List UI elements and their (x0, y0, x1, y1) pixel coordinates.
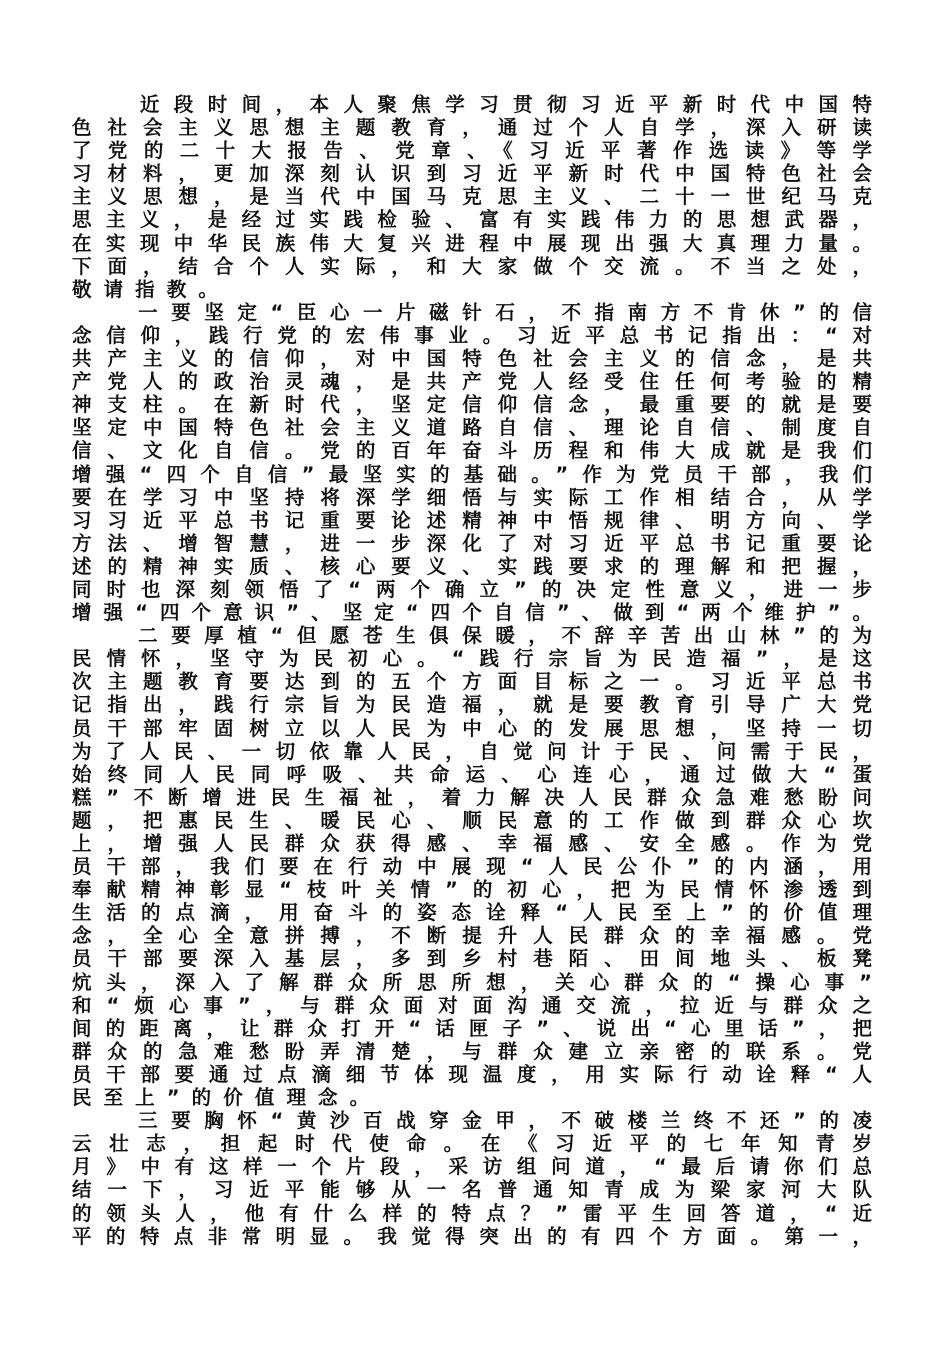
text-line: 色社会主义思想主题教育，通过个人自学，深入研读 (72, 116, 872, 140)
text-line: 在实现中华民族伟大复兴进程中展现出强大真理力量。 (72, 231, 872, 255)
text-line: 神支柱。在新时代，坚定信仰信念，最重要的就是要 (72, 393, 872, 417)
text-line: 生活的点滴，用奋斗的姿态诠释“人民至上”的价值理 (72, 901, 872, 925)
text-line: 增强“四个自信”最坚实的基础。”作为党员干部，我们 (72, 462, 872, 486)
text-line: 民情怀，坚守为民初心。“践行宗旨为民造福”，是这 (72, 647, 872, 671)
text-line: 习习近平总书记重要论述精神中悟规律、明方向、学 (72, 508, 872, 532)
document-body (72, 93, 872, 1248)
text-line: 次主题教育要达到的五个方面目标之一。习近平总书 (72, 670, 872, 694)
text-line: 题，把惠民生、暖民心、顺民意的工作做到群众心坎 (72, 808, 872, 832)
text-line: 下面，结合个人实际，和大家做个交流。不当之处， (72, 254, 872, 278)
text-line: 习材料，更加深刻认识到习近平新时代中国特色社会 (72, 162, 872, 186)
text-line: 共产主义的信仰，对中国特色社会主义的信念，是共 (72, 347, 872, 371)
text-line: 了党的二十大报告、党章、《习近平著作选读》等学 (72, 139, 872, 163)
text-line: 念，全心全意拼搏，不断提升人民群众的幸福感。党 (72, 924, 872, 948)
text-line: 奉献精神彰显“枝叶关情”的初心，把为民情怀渗透到 (72, 878, 872, 902)
text-line: 述的精神实质、核心要义、实践要求的理解和把握， (72, 554, 872, 578)
text-line: 记指出，践行宗旨为民造福，就是要教育引导广大党 (72, 693, 872, 717)
text-line: 员干部要通过点滴细节体现温度，用实际行动诠释“人 (72, 1062, 872, 1086)
text-line: 为了人民、一切依靠人民，自觉问计于民、问需于民， (72, 739, 872, 763)
text-line: 民至上”的价值理念。 (72, 1086, 382, 1110)
text-line: 方法、增智慧，进一步深化了对习近平总书记重要论 (72, 531, 872, 555)
text-line: 云壮志，担起时代使命。在《习近平的七年知青岁 (72, 1132, 872, 1156)
text-line: 炕头，深入了解群众所思所想，关心群众的“操心事” (72, 970, 872, 994)
text-line: 群众的急难愁盼弄清楚，与群众建立亲密的联系。党 (72, 1039, 872, 1063)
text-line: 要在学习中坚持将深学细悟与实际工作相结合，从学 (72, 485, 872, 509)
text-line: 和“烦心事”，与群众面对面沟通交流，拉近与群众之 (72, 993, 872, 1017)
text-line: 同时也深刻领悟了“两个确立”的决定性意义，进一步 (72, 577, 872, 601)
text-line: 产党人的政治灵魂，是共产党人经受住任何考验的精 (72, 370, 872, 394)
text-line: 信、文化自信。党的百年奋斗历程和伟大成就是我们 (72, 439, 872, 463)
text-line: 糕”不断增进民生福祉，着力解决人民群众急难愁盼问 (72, 785, 872, 809)
text-line: 员干部牢固树立以人民为中心的发展思想，坚持一切 (72, 716, 872, 740)
text-line: 坚定中国特色社会主义道路自信、理论自信、制度自 (72, 416, 872, 440)
text-line: 一要坚定“臣心一片磁针石，不指南方不肯休”的信 (72, 300, 872, 324)
text-line: 的领头人，他有什么样的特点？”雷平生回答道，“近 (72, 1201, 872, 1225)
text-line: 员干部，我们要在行动中展现“人民公仆”的内涵，用 (72, 855, 872, 879)
text-line: 二要厚植“但愿苍生俱保暖，不辞辛苦出山林”的为 (72, 624, 872, 648)
text-line: 月》中有这样一个片段，采访组问道，“最后请你们总 (72, 1155, 872, 1179)
text-line: 敬请指教。 (72, 277, 230, 301)
text-line: 三要胸怀“黄沙百战穿金甲，不破楼兰终不还”的凌 (72, 1109, 872, 1133)
text-line: 间的距离，让群众打开“话匣子”、说出“心里话”，把 (72, 1016, 872, 1040)
text-line: 主义思想，是当代中国马克思主义、二十一世纪马克 (72, 185, 872, 209)
text-line: 始终同人民同呼吸、共命运、心连心，通过做大“蛋 (72, 762, 872, 786)
text-line: 员干部要深入基层，多到乡村巷陌、田间地头、板凳 (72, 947, 872, 971)
text-line: 平的特点非常明显。我觉得突出的有四个方面。第一， (72, 1224, 872, 1248)
text-line: 结一下，习近平能够从一名普通知青成为梁家河大队 (72, 1178, 872, 1202)
text-line: 近段时间，本人聚焦学习贯彻习近平新时代中国特 (72, 93, 872, 116)
text-line: 念信仰，践行党的宏伟事业。习近平总书记指出：“对 (72, 323, 872, 347)
text-line: 上，增强人民群众获得感、幸福感、安全感。作为党 (72, 832, 872, 855)
text-line: 增强“四个意识”、坚定“四个自信”、做到“两个维护”。 (72, 601, 872, 625)
text-line: 思主义，是经过实践检验、富有实践伟力的思想武器， (72, 208, 872, 232)
